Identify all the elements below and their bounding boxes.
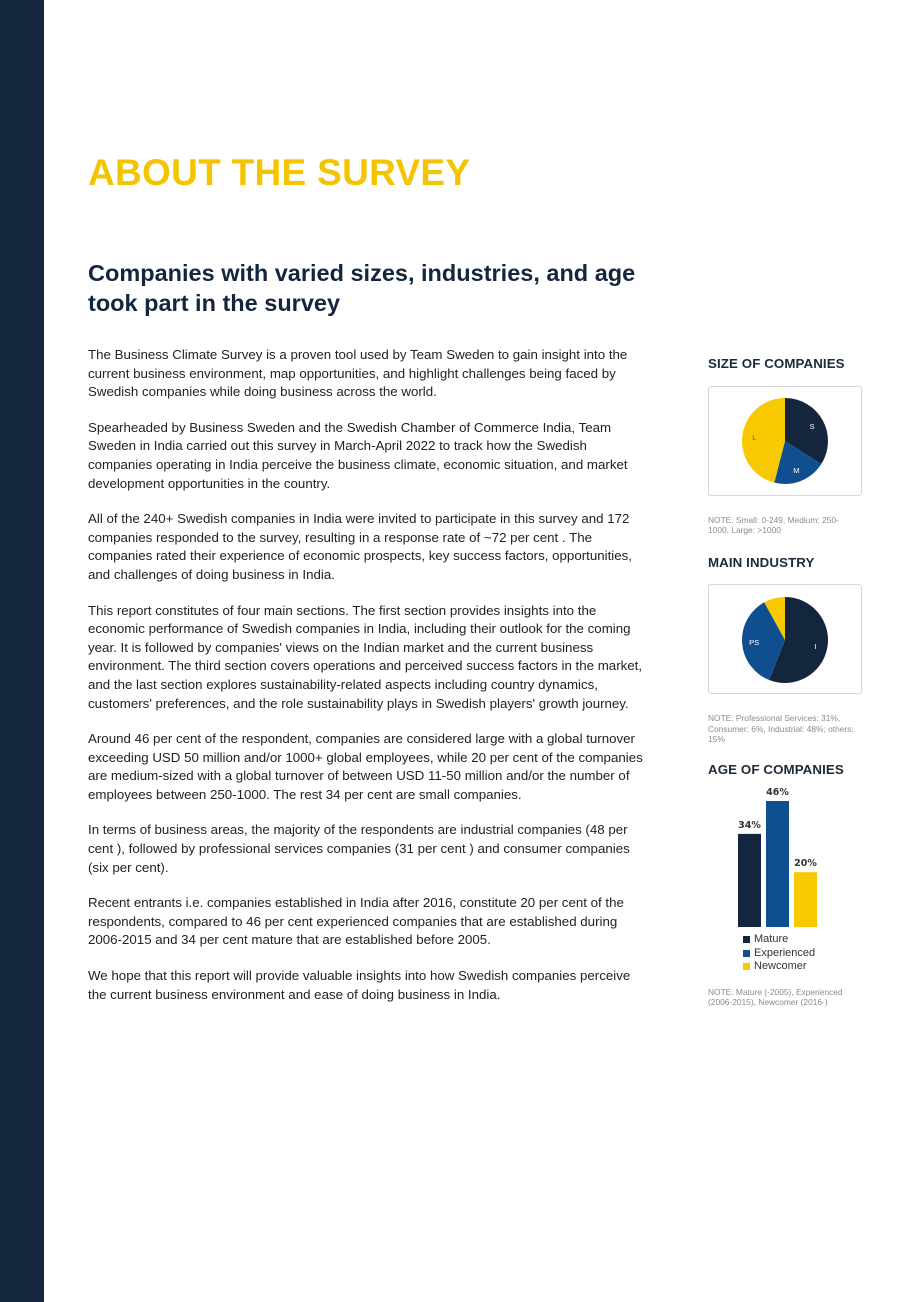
paragraph: Around 46 per cent of the respondent, companies are considered large with a global turnover exceeding USD 50 million and/or 1000+ global employees, while 20 per cent of the companies are medium-sized with a global turnover of between USD 11-50 million and/or the number of employees between 250-1000. The rest 34 per cent are small companies.: [88, 731, 643, 802]
bar-mature: [738, 834, 761, 927]
pie-slice-label: PS: [749, 638, 760, 648]
industry-chart-note: NOTE: Professional Services: 31%, Consumer: 6%, Industrial: 48%; others: 15%: [708, 713, 854, 744]
legend-swatch-mature: [743, 936, 750, 943]
pie-slice-label: I: [814, 642, 817, 652]
industry-chart-box: [708, 584, 862, 694]
body-text: [88, 346, 644, 1021]
age-chart-note: NOTE: Mature (-2005), Experienced (2006-2015), Newcomer (2016-): [708, 986, 843, 1007]
legend-label: Mature: [754, 933, 789, 946]
industry-chart-title: MAIN INDUSTRY: [708, 555, 815, 571]
size-chart-box: [708, 386, 862, 496]
legend-swatch-experienced: [743, 950, 750, 957]
size-of-companies-section: [708, 356, 863, 535]
paragraph: We hope that this report will provide valuable insights into how Swedish companies perceive the current business environment and ease of doing business in India.: [88, 968, 631, 1002]
paragraph: Recent entrants i.e. companies established in India after 2016, constitute 20 per cent of the respondents, compared to 46 per cent experienced companies that are established during 2006-2015 and 34 per cent mature that are established before 2005.: [88, 895, 624, 948]
paragraph: This report constitutes of four main sections. The first section provides insights into the economic performance of Swedish companies in India, including their outlook for the coming year. It is followed by companies' views on the Indian market and the current business environment. The third section covers operations and perceived success factors in the market, and the last section explores sustainability-related aspects including country dynamics, customers' preferences, and the role sustainability plays in Swedish players' growth journey.: [88, 602, 643, 711]
pie-slice-label: S: [809, 422, 815, 432]
size-chart-note: NOTE: Small: 0-249, Medium: 250-1000, Large: >1000: [708, 515, 839, 536]
charts-sidebar: [708, 356, 863, 1007]
bar-experienced: [766, 801, 789, 927]
age-chart-title: AGE OF COMPANIES: [708, 762, 844, 778]
bar-newcomer: [794, 872, 817, 927]
age-bar-chart: [708, 777, 860, 929]
bar-value-label: 46%: [766, 787, 789, 799]
bar-value-label: 34%: [738, 819, 761, 831]
page-subtitle: Companies with varied sizes, industries, and age took part in the survey: [88, 260, 636, 316]
page-title: ABOUT THE SURVEY: [88, 152, 471, 193]
paragraph: The Business Climate Survey is a proven tool used by Team Sweden to gain insight into the current business environment, map opportunities, and highlight challenges being faced by Swedish companies while doing business across the world.: [88, 347, 628, 400]
paragraph: In terms of business areas, the majority of the respondents are industrial companies (48 per cent ), followed by professional services companies (31 per cent ) and consumer companies (six per cent).: [88, 822, 630, 875]
legend-item-mature: [743, 933, 863, 947]
legend-swatch-newcomer: [743, 963, 750, 970]
left-navy-bar: [0, 0, 44, 1302]
size-chart-title: SIZE OF COMPANIES: [708, 356, 845, 371]
pie-slice-label: M: [793, 465, 800, 475]
legend-item-experienced: [743, 947, 863, 961]
paragraph: All of the 240+ Swedish companies in India were invited to participate in this survey and 172 companies responded to the survey, resulting in a response rate of ~72 per cent . The companies rated their experience of economic prospects, key success factors, opportunities, and challenges of doing business in India.: [88, 511, 632, 582]
pie-slice-label: L: [752, 433, 757, 443]
bar-value-label: 20%: [794, 858, 817, 870]
legend-label: Newcomer: [754, 960, 807, 973]
legend-item-newcomer: [743, 960, 863, 974]
age-of-companies-section: [708, 762, 863, 1007]
age-chart-legend: [743, 933, 863, 974]
main-industry-section: [708, 555, 863, 744]
size-pie-chart: [709, 387, 861, 495]
legend-label: Experienced: [754, 946, 816, 959]
paragraph: Spearheaded by Business Sweden and the Swedish Chamber of Commerce India, Team Sweden in India carried out this survey in March-April 2022 to track how the Swedish companies operating in India perceive the business climate, economic situation, and market development opportunities in the country.: [88, 419, 628, 491]
industry-pie-chart: [709, 585, 861, 693]
